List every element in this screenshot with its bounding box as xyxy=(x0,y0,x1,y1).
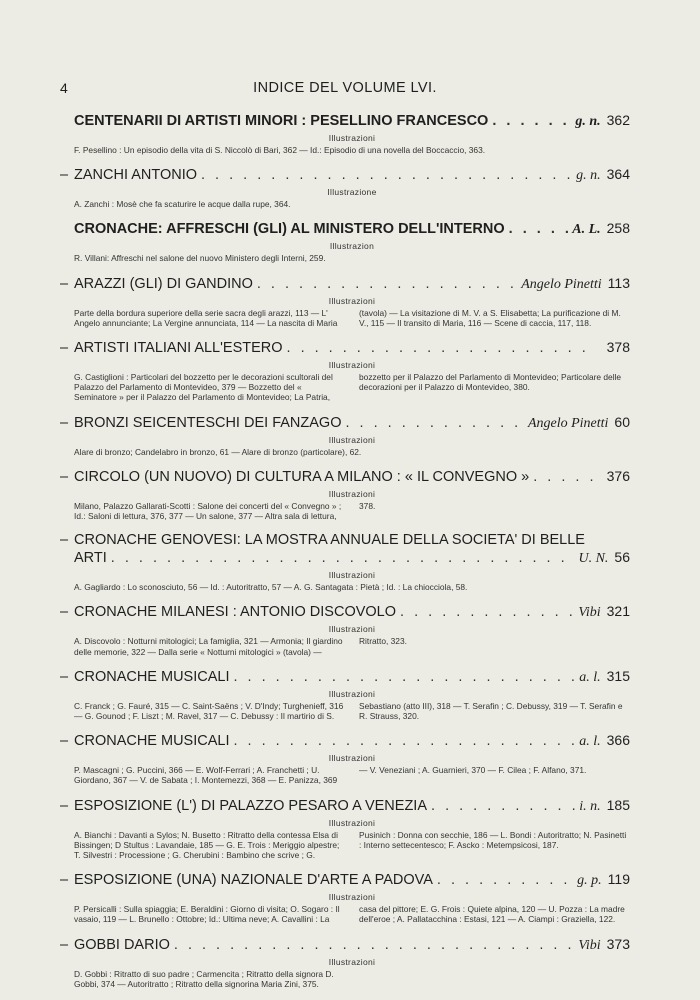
entry-author: g. n. xyxy=(575,114,601,129)
illustrations-label: Illustrazioni xyxy=(328,688,376,699)
entry-page: 315 xyxy=(606,667,630,684)
entry-heading xyxy=(60,467,630,486)
entry-title: ARTISTI ITALIANI ALL'ESTERO xyxy=(74,340,283,357)
index-entry xyxy=(60,796,630,861)
illustrations-label: Illustrazioni xyxy=(328,295,376,306)
entry-heading xyxy=(60,871,630,889)
entry-page: 362 xyxy=(606,112,630,128)
entry-title: BRONZI SEICENTESCHI DEI FANZAGO xyxy=(74,414,342,431)
entry-title: ESPOSIZIONE (UNA) NAZIONALE D'ARTE A PADOVA xyxy=(74,872,433,889)
em-dash: – xyxy=(60,733,69,750)
em-dash: – xyxy=(60,468,69,485)
entry-page: 321 xyxy=(606,603,630,620)
entry-title: CENTENARII DI ARTISTI MINORI : PESELLINO FRANCESCO xyxy=(74,113,489,129)
em-dash: – xyxy=(60,872,69,889)
index-entry xyxy=(74,112,630,155)
entry-author: U. N. xyxy=(578,551,609,567)
entry-title: CRONACHE GENOVESI: LA MOSTRA ANNUALE DELLA SOCIETA' DI BELLE xyxy=(74,532,585,549)
illustrations-label: Illustrazion xyxy=(329,241,375,252)
entry-title: ZANCHI ANTONIO xyxy=(74,167,197,184)
illustrations-text: Alare di bronzo; Candelabro in bronzo, 61 — Alare di bronzo (particolare), 62. xyxy=(74,446,362,457)
illustrations-text: Milano, Palazzo Gallarati-Scotti : Salone dei concerti del « Convegno » ; Id.: Saloni di lettura, 376, 377 — Un salone, 377 — Altra sala di lettura, 378. xyxy=(74,500,376,522)
entry-title: GOBBI DARIO xyxy=(74,936,170,953)
entry-title: CRONACHE: AFFRESCHI (GLI) AL MINISTERO DELL'INTERNO xyxy=(74,221,505,238)
entry-page: 373 xyxy=(606,935,630,952)
illustrations-label: Illustrazioni xyxy=(328,133,376,143)
entry-author: i. n. xyxy=(579,798,601,814)
entry-page: 119 xyxy=(607,871,630,888)
dot-leader xyxy=(174,937,574,954)
illustrations-text: Parte della bordura superiore della serie sacra degli arazzi, 113 — L' Angelo annunciante; La Vergine annunciata, 114 — La nascita di Maria (tavola) — La visitazione di M. V. a S. Elisabetta; La purificazione di M. V., 115 — Il transito di Maria, 116 — Scene di caccia, 117, 118. xyxy=(74,307,621,328)
entry-author: Vibi xyxy=(578,605,601,621)
illustrations-text: R. Villani: Affreschi nel salone del nuovo Ministero degli Interni, 259. xyxy=(74,253,326,264)
dot-leader xyxy=(234,669,576,686)
illustrations-label: Illustrazioni xyxy=(328,956,376,967)
em-dash: – xyxy=(60,797,69,814)
illustrations-text: F. Pesellino : Un episodio della vita di S. Niccolò di Bari, 362 — Id.: Episodio di una novella del Boccaccio, 363. xyxy=(74,145,486,155)
index-entry xyxy=(60,274,630,328)
entry-page: 378 xyxy=(606,339,630,356)
dot-leader xyxy=(509,221,569,238)
entry-title: CIRCOLO (UN NUOVO) DI CULTURA A MILANO : « IL CONVEGNO » xyxy=(74,468,530,485)
index-entry xyxy=(74,220,630,263)
dot-leader xyxy=(234,733,576,750)
illustrations-text: A. Bianchi : Davanti a Sylos; N. Busetto : Ritratto della contessa Elsa di Bissingen; D Stultus : Lavandaie, 185 — G. E. Trois : Meriggio alpestre; T. Silvestri : Processione ; G. Cherubini : Bambino che scrive ; G. Pusinich : Donna con secchie, 186 — L. Bondi : Autoritratto; N. Pasinetti : Interno settecentesco; F. Ascko : Metempsicosi, 187. xyxy=(74,829,627,861)
entry-title-continued: ARTI xyxy=(74,550,107,567)
entry-page: 258 xyxy=(606,220,630,237)
entry-title: CRONACHE MUSICALI xyxy=(74,733,230,750)
entry-page: 366 xyxy=(606,732,630,749)
page-header xyxy=(60,80,630,100)
entry-page: 60 xyxy=(614,413,630,430)
dot-leader xyxy=(345,415,523,432)
illustrations-label: Illustrazioni xyxy=(328,892,376,903)
em-dash: – xyxy=(60,532,69,549)
dot-leader xyxy=(400,604,574,621)
page-title: INDICE DEL VOLUME LVI. xyxy=(253,80,437,96)
em-dash: – xyxy=(60,167,69,184)
entry-page: 56 xyxy=(614,549,630,566)
illustrations-text: A. Discovolo : Notturni mitologici; La famiglia, 321 — Armonia; Il giardino delle memorie, 322 — Dalla serie « Notturni mitologici » (tavola) — Ritratto, 323. xyxy=(74,636,407,657)
entry-heading xyxy=(60,935,630,954)
entry-author: a. l. xyxy=(579,734,601,750)
illustrations-text: C. Franck ; G. Fauré, 315 — C. Saint-Saëns ; V. D'Indy; Turghenieff, 316 — G. Gounod ; F. Liszt ; M. Ravel, 317 — C. Debussy : Il martirio di S. Sebastiano (atto III), 318 — T. Serafin ; C. Debussy, 319 — T. Serafin e R. Strauss, 320. xyxy=(74,700,623,722)
page-number: 4 xyxy=(60,80,68,96)
em-dash: – xyxy=(60,414,69,431)
index-entries xyxy=(60,112,630,1000)
entry-heading-line2 xyxy=(74,549,630,567)
index-entry xyxy=(60,532,630,593)
illustrations-text: A. Gagliardo : Lo sconosciuto, 56 — Id. : Autoritratto, 57 — A. G. Santagata : Pietà ; Id. : La chiocciola, 58. xyxy=(74,582,468,593)
entry-page: 376 xyxy=(606,467,630,484)
entry-author: g. p. xyxy=(577,873,602,889)
entry-title: ESPOSIZIONE (L') DI PALAZZO PESARO A VENEZIA xyxy=(74,797,428,814)
dot-leader xyxy=(111,550,575,567)
entry-author: A. L. xyxy=(572,222,601,238)
entry-heading xyxy=(60,796,630,815)
illustrations-text: P. Mascagni ; G. Puccini, 366 — E. Wolf-Ferrari ; A. Franchetti ; U. Giordano, 367 — V. de Sabata ; I. Montemezzi, 368 — E. Panizza, 369 — V. Veneziani ; A. Guarnieri, 370 — F. Cilea ; F. Alfano, 371. xyxy=(74,765,587,786)
entry-author: a. l. xyxy=(579,669,601,685)
index-entry xyxy=(60,935,630,989)
dot-leader xyxy=(492,113,571,130)
dot-leader xyxy=(257,276,517,293)
em-dash: – xyxy=(60,936,69,953)
entry-author: Vibi xyxy=(578,937,601,953)
entry-author: Angelo Pinetti xyxy=(527,415,609,431)
dot-leader xyxy=(533,469,596,486)
entry-heading-line1 xyxy=(60,532,630,549)
index-entry xyxy=(60,603,630,657)
index-entry xyxy=(60,667,630,722)
index-entry xyxy=(60,871,630,925)
em-dash: – xyxy=(60,340,69,357)
illustrations-label: Illustrazioni xyxy=(328,488,376,499)
illustrations-text: D. Gobbi : Ritratto di suo padre ; Carmencita ; Ritratto della signora D. Gobbi, 374 — Autoritratto ; Ritratto della signorina Maria Zini, 375. xyxy=(74,968,334,989)
illustrations-label: Illustrazioni xyxy=(328,753,376,764)
entry-heading xyxy=(60,732,630,750)
em-dash: – xyxy=(60,604,69,621)
index-entry xyxy=(60,732,630,786)
index-entry xyxy=(60,467,630,522)
illustrations-label: Illustrazione xyxy=(327,187,377,198)
entry-heading xyxy=(60,667,630,686)
entry-title: CRONACHE MILANESI : ANTONIO DISCOVOLO xyxy=(74,604,397,621)
illustrations-label: Illustrazioni xyxy=(328,570,376,581)
illustrations-label: Illustrazioni xyxy=(328,624,376,635)
dot-leader xyxy=(437,872,573,889)
entry-heading xyxy=(60,339,630,357)
index-entry xyxy=(60,166,630,210)
entry-page: 185 xyxy=(606,796,630,813)
entry-heading xyxy=(74,220,630,238)
entry-heading xyxy=(60,166,630,184)
entry-heading xyxy=(60,413,630,432)
illustrations-label: Illustrazioni xyxy=(328,817,376,828)
illustrations-text: G. Castiglioni : Particolari del bozzetto per le decorazioni scultorali del Palazzo del Parlamento di Montevideo, 379 — Bozzetto del « Seminatore » per il Palazzo del Parlamento di Montevideo; La Patria, bozzetto per il Palazzo del Parlamento di Montevideo; Particolare delle decorazioni per il Palazzo di Montevideo, 380. xyxy=(74,372,622,403)
em-dash: – xyxy=(60,668,69,685)
entry-title: ARAZZI (GLI) DI GANDINO xyxy=(74,275,253,292)
illustrations-label: Illustrazioni xyxy=(328,360,376,371)
entry-page: 364 xyxy=(606,166,630,183)
dot-leader xyxy=(201,167,572,184)
entry-title: CRONACHE MUSICALI xyxy=(74,668,230,685)
index-entry xyxy=(60,413,630,457)
entry-heading xyxy=(60,274,630,293)
dot-leader xyxy=(431,798,575,815)
index-entry xyxy=(60,339,630,403)
entry-page: 113 xyxy=(607,274,630,291)
illustrations-text: P. Persicalli : Sulla spiaggia; E. Beraldini : Giorno di visita; O. Sogaro : Il vasaio, 119 — L. Brunello : Ottobre; Id.: Ultima neve; A. Cavallini : La casa del pittore; E. G. Frois : Quiete alpina, 120 — U. Pozza : La madre dell'eroe ; A. Pallatacchina : Estasi, 121 — A. Ciampi : Graziella, 122. xyxy=(74,904,625,925)
entry-heading xyxy=(74,112,630,130)
entry-author: g. n. xyxy=(576,168,601,184)
entry-author: Angelo Pinetti xyxy=(521,276,602,292)
entry-heading xyxy=(60,603,630,621)
illustrations-text: A. Zanchi : Mosè che fa scaturire le acque dalla rupe, 364. xyxy=(74,199,291,210)
em-dash: – xyxy=(60,275,69,292)
illustrations-label: Illustrazioni xyxy=(328,434,376,445)
dot-leader xyxy=(287,340,597,357)
